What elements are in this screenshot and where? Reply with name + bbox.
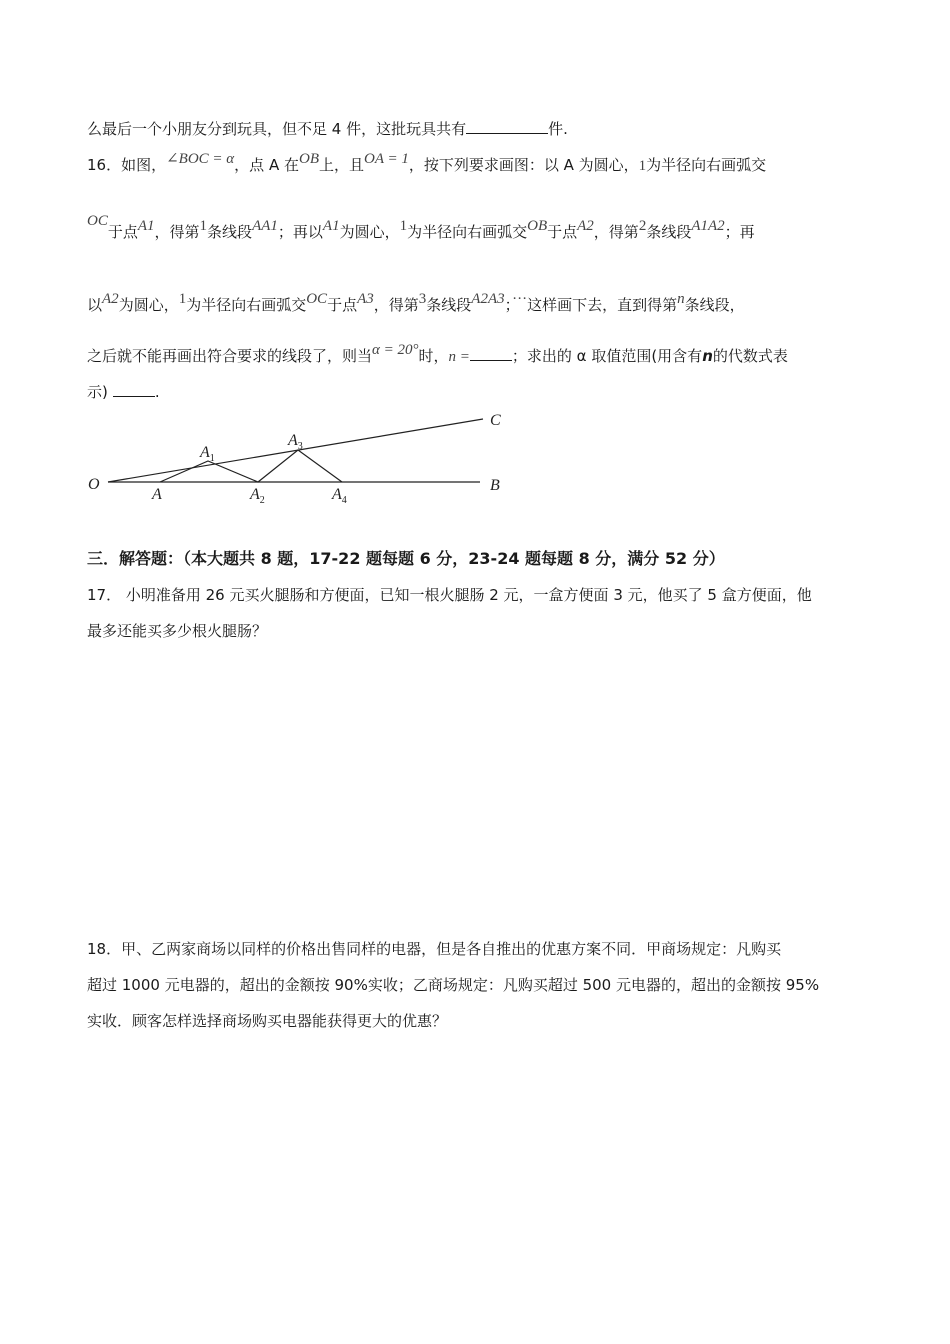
label-c: C <box>490 412 501 429</box>
section-heading: 三．解答题：（本大题共 8 题，17-22 题每题 6 分，23-24 题每题 8 分，满分 52 分） <box>87 549 725 568</box>
math-n: n <box>677 291 685 307</box>
math-alpha-20: α = 20° <box>372 342 419 358</box>
label-a: A <box>152 486 162 503</box>
q16-text: 于点 <box>327 296 358 314</box>
q16-text: ，得第 <box>373 296 419 314</box>
q18-line-2: 超过 1000 元电器的，超出的金额按 90%实收；乙商场规定：凡购买超过 500 元电器的，超出的金额按 95% <box>87 976 820 994</box>
math-a2a3: A2A3 <box>471 291 505 307</box>
ray-oc <box>108 419 483 482</box>
q16-text: ； <box>504 296 513 314</box>
math-oc: OC <box>87 213 108 229</box>
answer-blank[interactable] <box>470 345 512 361</box>
q16-text: ，得第 <box>154 223 200 241</box>
q16-text: 为半径向右画弧交 <box>407 223 528 241</box>
segment-chain <box>160 450 342 482</box>
q15-line <box>87 118 568 139</box>
q15-unit: 件. <box>548 120 568 138</box>
q17-line-2: 最多还能买多少根火腿肠？ <box>87 622 268 640</box>
math-a2: A2 <box>102 291 119 307</box>
math-ob: OB <box>298 151 319 167</box>
q16-text: ；再 <box>724 223 755 241</box>
q16-text: 于点 <box>547 223 578 241</box>
math-two: 2 <box>638 218 647 234</box>
q16-text: 之后就不能再画出符合要求的线段了，则当 <box>87 347 373 365</box>
math-a2: A2 <box>577 218 594 234</box>
math-dots: ··· <box>512 291 528 307</box>
math-a1: A1 <box>322 218 340 234</box>
q16-text: 为圆心， <box>118 296 179 314</box>
math-a3: A3 <box>357 291 374 307</box>
math-one: 1 <box>199 218 208 234</box>
math-one: 1 <box>638 158 647 174</box>
q16-text: 条线段 <box>426 296 472 314</box>
q16-text: 以 <box>87 296 103 314</box>
q18-line-3: 实收．顾客怎样选择商场购买电器能获得更大的优惠？ <box>87 1012 448 1030</box>
math-ob: OB <box>527 218 548 234</box>
math-oc: OC <box>306 291 328 307</box>
q16-text: 为半径向右画弧交 <box>186 296 307 314</box>
question-number: 16．如图， <box>87 156 167 174</box>
q16-text: 条线段 <box>207 223 253 241</box>
q16-text: ；求出的 α 取值范围(用含有 <box>511 347 703 365</box>
q16-text: 条线段 <box>646 223 692 241</box>
label-a1: $A_1$ <box>200 444 215 464</box>
q16-text: 的代数式表 <box>712 347 788 365</box>
q16-line-4 <box>87 342 788 367</box>
q16-text: 为圆心， <box>339 223 400 241</box>
q16-text: ；再以 <box>277 223 323 241</box>
answer-blank[interactable] <box>113 381 155 397</box>
label-b: B <box>490 477 500 494</box>
q18-line-1: 18．甲、乙两家商场以同样的价格出售同样的电器，但是各自推出的优惠方案不同．甲商场规定：凡购买 <box>87 940 782 958</box>
geometry-figure <box>80 405 520 515</box>
q16-text: ，得第 <box>593 223 639 241</box>
math-oa: OA = 1 <box>364 151 409 167</box>
math-n: n <box>702 347 713 365</box>
q16-text: 时， <box>418 347 449 365</box>
math-n-eq: n = <box>448 349 470 365</box>
q16-text: . <box>154 383 160 401</box>
label-a4: $A_4$ <box>332 486 347 506</box>
q16-text: 示) <box>87 383 108 401</box>
q16-text: ，按下列要求画图：以 A 为圆心， <box>408 156 639 174</box>
q16-line-2 <box>87 213 755 243</box>
math-three: 3 <box>418 291 427 307</box>
q16-text: 条线段， <box>684 296 745 314</box>
q16-line-1 <box>87 151 767 176</box>
answer-blank[interactable] <box>466 118 548 134</box>
math-angle-boc: ∠BOC = α <box>166 151 235 167</box>
label-o: O <box>88 476 100 493</box>
q17-line-1: 17． 小明准备用 26 元买火腿肠和方便面，已知一根火腿肠 2 元，一盒方便面 3 元，他买了 5 盒方便面，他 <box>87 586 812 604</box>
q16-line-5 <box>87 381 160 402</box>
q16-text: 为半径向右画弧交 <box>646 156 767 174</box>
math-a1a2: A1A2 <box>691 218 725 234</box>
q16-text: ，点 A 在 <box>234 156 299 174</box>
math-a1: A1 <box>137 218 155 234</box>
q16-text: 上，且 <box>318 156 364 174</box>
label-a3: $A_3$ <box>288 432 303 452</box>
q15-text: 么最后一个小朋友分到玩具，但不足 4 件，这批玩具共有 <box>87 120 467 138</box>
q16-text: 于点 <box>107 223 138 241</box>
q16-text: 这样画下去，直到得第 <box>527 296 678 314</box>
math-one: 1 <box>178 291 187 307</box>
math-aa1: AA1 <box>252 218 278 234</box>
math-one: 1 <box>399 218 408 234</box>
q16-line-3 <box>87 291 745 316</box>
label-a2: $A_2$ <box>250 486 265 506</box>
